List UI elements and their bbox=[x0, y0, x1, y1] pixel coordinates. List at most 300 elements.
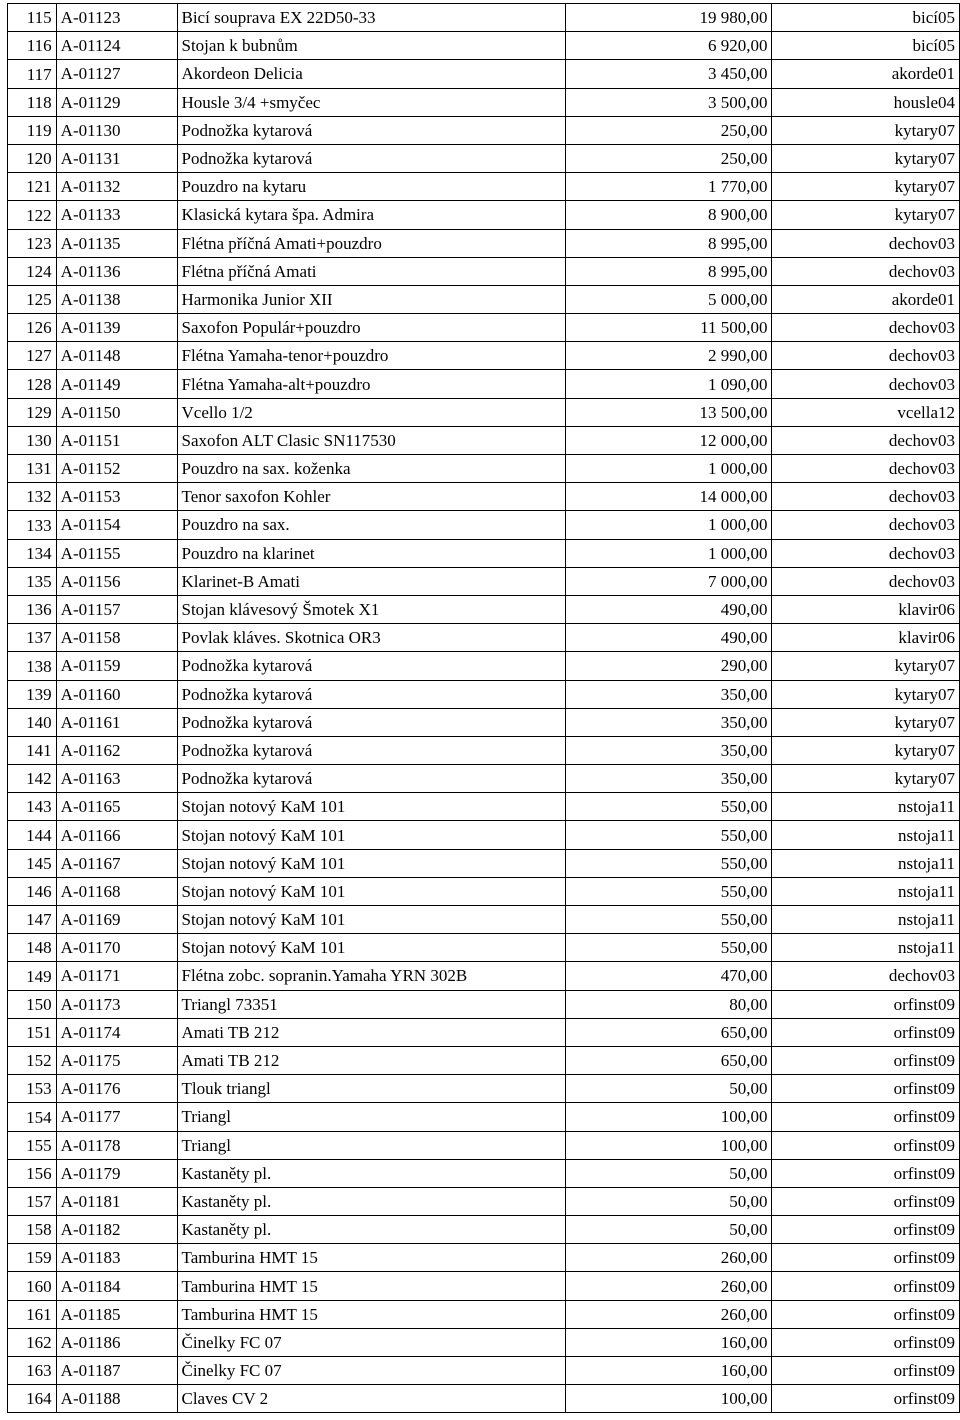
item-category-cell: orfinst09 bbox=[772, 1075, 960, 1103]
item-price-cell: 260,00 bbox=[566, 1300, 772, 1328]
table-row bbox=[8, 736, 960, 764]
item-category-cell: orfinst09 bbox=[772, 1328, 960, 1356]
item-code-cell: A-01175 bbox=[56, 1046, 177, 1074]
item-category-cell: nstoja11 bbox=[772, 793, 960, 821]
item-code-cell: A-01177 bbox=[56, 1103, 177, 1131]
item-price-cell: 8 995,00 bbox=[566, 229, 772, 257]
table-row bbox=[8, 877, 960, 905]
row-number-cell: 137 bbox=[8, 624, 57, 652]
item-name-cell: Podnožka kytarová bbox=[177, 144, 566, 172]
table-row bbox=[8, 4, 960, 32]
inventory-table-body bbox=[8, 4, 960, 1413]
row-number-cell: 156 bbox=[8, 1159, 57, 1187]
item-code-cell: A-01165 bbox=[56, 793, 177, 821]
item-price-cell: 350,00 bbox=[566, 680, 772, 708]
row-number-cell: 146 bbox=[8, 877, 57, 905]
table-row bbox=[8, 821, 960, 849]
item-price-cell: 8 995,00 bbox=[566, 257, 772, 285]
item-code-cell: A-01160 bbox=[56, 680, 177, 708]
item-price-cell: 550,00 bbox=[566, 877, 772, 905]
item-category-cell: bicí05 bbox=[772, 4, 960, 32]
item-name-cell: Pouzdro na kytaru bbox=[177, 173, 566, 201]
item-code-cell: A-01186 bbox=[56, 1328, 177, 1356]
item-category-cell: orfinst09 bbox=[772, 990, 960, 1018]
item-price-cell: 1 000,00 bbox=[566, 539, 772, 567]
table-row bbox=[8, 201, 960, 229]
item-name-cell: Činelky FC 07 bbox=[177, 1357, 566, 1385]
item-price-cell: 550,00 bbox=[566, 793, 772, 821]
table-row bbox=[8, 1159, 960, 1187]
item-category-cell: kytary07 bbox=[772, 765, 960, 793]
item-price-cell: 260,00 bbox=[566, 1272, 772, 1300]
item-category-cell: nstoja11 bbox=[772, 821, 960, 849]
row-number-cell: 122 bbox=[8, 201, 57, 229]
item-category-cell: orfinst09 bbox=[772, 1385, 960, 1413]
item-price-cell: 19 980,00 bbox=[566, 4, 772, 32]
table-row bbox=[8, 1300, 960, 1328]
item-price-cell: 650,00 bbox=[566, 1046, 772, 1074]
row-number-cell: 147 bbox=[8, 906, 57, 934]
item-category-cell: dechov03 bbox=[772, 962, 960, 990]
item-category-cell: kytary07 bbox=[772, 652, 960, 680]
row-number-cell: 150 bbox=[8, 990, 57, 1018]
item-code-cell: A-01185 bbox=[56, 1300, 177, 1328]
item-code-cell: A-01131 bbox=[56, 144, 177, 172]
table-row bbox=[8, 793, 960, 821]
item-code-cell: A-01169 bbox=[56, 906, 177, 934]
item-category-cell: kytary07 bbox=[772, 680, 960, 708]
item-price-cell: 100,00 bbox=[566, 1385, 772, 1413]
table-row bbox=[8, 32, 960, 60]
item-name-cell: Činelky FC 07 bbox=[177, 1328, 566, 1356]
table-row bbox=[8, 342, 960, 370]
item-name-cell: Akordeon Delicia bbox=[177, 60, 566, 88]
item-code-cell: A-01135 bbox=[56, 229, 177, 257]
row-number-cell: 144 bbox=[8, 821, 57, 849]
table-row bbox=[8, 1018, 960, 1046]
table-row bbox=[8, 1131, 960, 1159]
item-name-cell: Tamburina HMT 15 bbox=[177, 1300, 566, 1328]
row-number-cell: 118 bbox=[8, 88, 57, 116]
table-row bbox=[8, 708, 960, 736]
item-category-cell: dechov03 bbox=[772, 229, 960, 257]
item-price-cell: 14 000,00 bbox=[566, 483, 772, 511]
item-price-cell: 250,00 bbox=[566, 116, 772, 144]
table-row bbox=[8, 1075, 960, 1103]
item-price-cell: 12 000,00 bbox=[566, 426, 772, 454]
row-number-cell: 138 bbox=[8, 652, 57, 680]
item-name-cell: Podnožka kytarová bbox=[177, 708, 566, 736]
item-name-cell: Kastaněty pl. bbox=[177, 1216, 566, 1244]
table-row bbox=[8, 1328, 960, 1356]
item-name-cell: Stojan notový KaM 101 bbox=[177, 934, 566, 962]
item-name-cell: Stojan notový KaM 101 bbox=[177, 849, 566, 877]
item-price-cell: 1 090,00 bbox=[566, 370, 772, 398]
table-row bbox=[8, 60, 960, 88]
item-name-cell: Kastaněty pl. bbox=[177, 1159, 566, 1187]
row-number-cell: 139 bbox=[8, 680, 57, 708]
table-row bbox=[8, 511, 960, 539]
item-code-cell: A-01159 bbox=[56, 652, 177, 680]
item-code-cell: A-01163 bbox=[56, 765, 177, 793]
table-row bbox=[8, 934, 960, 962]
item-category-cell: nstoja11 bbox=[772, 934, 960, 962]
table-row bbox=[8, 906, 960, 934]
item-name-cell: Pouzdro na sax. bbox=[177, 511, 566, 539]
item-code-cell: A-01149 bbox=[56, 370, 177, 398]
item-name-cell: Podnožka kytarová bbox=[177, 680, 566, 708]
item-price-cell: 100,00 bbox=[566, 1131, 772, 1159]
table-row bbox=[8, 624, 960, 652]
item-name-cell: Klarinet-B Amati bbox=[177, 567, 566, 595]
row-number-cell: 162 bbox=[8, 1328, 57, 1356]
item-code-cell: A-01166 bbox=[56, 821, 177, 849]
item-price-cell: 11 500,00 bbox=[566, 314, 772, 342]
row-number-cell: 124 bbox=[8, 257, 57, 285]
item-price-cell: 260,00 bbox=[566, 1244, 772, 1272]
item-code-cell: A-01168 bbox=[56, 877, 177, 905]
row-number-cell: 128 bbox=[8, 370, 57, 398]
row-number-cell: 153 bbox=[8, 1075, 57, 1103]
item-price-cell: 490,00 bbox=[566, 624, 772, 652]
item-code-cell: A-01170 bbox=[56, 934, 177, 962]
item-price-cell: 100,00 bbox=[566, 1103, 772, 1131]
row-number-cell: 143 bbox=[8, 793, 57, 821]
row-number-cell: 145 bbox=[8, 849, 57, 877]
row-number-cell: 154 bbox=[8, 1103, 57, 1131]
table-row bbox=[8, 257, 960, 285]
table-row bbox=[8, 314, 960, 342]
item-name-cell: Amati TB 212 bbox=[177, 1046, 566, 1074]
item-code-cell: A-01157 bbox=[56, 595, 177, 623]
item-code-cell: A-01184 bbox=[56, 1272, 177, 1300]
item-price-cell: 490,00 bbox=[566, 595, 772, 623]
row-number-cell: 116 bbox=[8, 32, 57, 60]
table-row bbox=[8, 849, 960, 877]
item-price-cell: 5 000,00 bbox=[566, 285, 772, 313]
item-price-cell: 290,00 bbox=[566, 652, 772, 680]
item-price-cell: 80,00 bbox=[566, 990, 772, 1018]
table-row bbox=[8, 144, 960, 172]
item-name-cell: Podnožka kytarová bbox=[177, 652, 566, 680]
item-category-cell: orfinst09 bbox=[772, 1244, 960, 1272]
item-code-cell: A-01153 bbox=[56, 483, 177, 511]
item-category-cell: kytary07 bbox=[772, 116, 960, 144]
item-name-cell: Tamburina HMT 15 bbox=[177, 1244, 566, 1272]
item-code-cell: A-01178 bbox=[56, 1131, 177, 1159]
item-price-cell: 160,00 bbox=[566, 1357, 772, 1385]
row-number-cell: 115 bbox=[8, 4, 57, 32]
row-number-cell: 155 bbox=[8, 1131, 57, 1159]
row-number-cell: 158 bbox=[8, 1216, 57, 1244]
item-price-cell: 50,00 bbox=[566, 1075, 772, 1103]
item-name-cell: Podnožka kytarová bbox=[177, 736, 566, 764]
item-price-cell: 550,00 bbox=[566, 821, 772, 849]
item-code-cell: A-01123 bbox=[56, 4, 177, 32]
item-category-cell: housle04 bbox=[772, 88, 960, 116]
item-category-cell: kytary07 bbox=[772, 736, 960, 764]
item-name-cell: Tenor saxofon Kohler bbox=[177, 483, 566, 511]
row-number-cell: 136 bbox=[8, 595, 57, 623]
item-code-cell: A-01152 bbox=[56, 455, 177, 483]
table-row bbox=[8, 426, 960, 454]
item-name-cell: Stojan notový KaM 101 bbox=[177, 793, 566, 821]
item-category-cell: dechov03 bbox=[772, 483, 960, 511]
item-code-cell: A-01162 bbox=[56, 736, 177, 764]
item-category-cell: orfinst09 bbox=[772, 1131, 960, 1159]
item-price-cell: 550,00 bbox=[566, 849, 772, 877]
row-number-cell: 141 bbox=[8, 736, 57, 764]
item-code-cell: A-01182 bbox=[56, 1216, 177, 1244]
item-category-cell: orfinst09 bbox=[772, 1300, 960, 1328]
item-category-cell: dechov03 bbox=[772, 567, 960, 595]
item-code-cell: A-01124 bbox=[56, 32, 177, 60]
item-price-cell: 650,00 bbox=[566, 1018, 772, 1046]
table-row bbox=[8, 765, 960, 793]
item-name-cell: Triangl 73351 bbox=[177, 990, 566, 1018]
row-number-cell: 159 bbox=[8, 1244, 57, 1272]
item-name-cell: Pouzdro na klarinet bbox=[177, 539, 566, 567]
table-row bbox=[8, 1046, 960, 1074]
item-price-cell: 350,00 bbox=[566, 708, 772, 736]
item-category-cell: orfinst09 bbox=[772, 1046, 960, 1074]
row-number-cell: 120 bbox=[8, 144, 57, 172]
item-code-cell: A-01154 bbox=[56, 511, 177, 539]
item-code-cell: A-01181 bbox=[56, 1187, 177, 1215]
item-category-cell: nstoja11 bbox=[772, 877, 960, 905]
item-price-cell: 550,00 bbox=[566, 906, 772, 934]
item-category-cell: orfinst09 bbox=[772, 1272, 960, 1300]
item-category-cell: dechov03 bbox=[772, 342, 960, 370]
row-number-cell: 151 bbox=[8, 1018, 57, 1046]
item-code-cell: A-01174 bbox=[56, 1018, 177, 1046]
table-row bbox=[8, 652, 960, 680]
item-code-cell: A-01158 bbox=[56, 624, 177, 652]
table-row bbox=[8, 595, 960, 623]
item-name-cell: Pouzdro na sax. koženka bbox=[177, 455, 566, 483]
item-name-cell: Kastaněty pl. bbox=[177, 1187, 566, 1215]
item-name-cell: Podnožka kytarová bbox=[177, 116, 566, 144]
item-name-cell: Harmonika Junior XII bbox=[177, 285, 566, 313]
row-number-cell: 140 bbox=[8, 708, 57, 736]
row-number-cell: 157 bbox=[8, 1187, 57, 1215]
item-code-cell: A-01156 bbox=[56, 567, 177, 595]
item-category-cell: klavir06 bbox=[772, 595, 960, 623]
item-category-cell: dechov03 bbox=[772, 426, 960, 454]
item-price-cell: 8 900,00 bbox=[566, 201, 772, 229]
table-row bbox=[8, 116, 960, 144]
inventory-table bbox=[7, 3, 960, 1413]
item-name-cell: Stojan notový KaM 101 bbox=[177, 821, 566, 849]
item-code-cell: A-01136 bbox=[56, 257, 177, 285]
row-number-cell: 135 bbox=[8, 567, 57, 595]
item-name-cell: Stojan notový KaM 101 bbox=[177, 877, 566, 905]
item-price-cell: 470,00 bbox=[566, 962, 772, 990]
item-code-cell: A-01132 bbox=[56, 173, 177, 201]
item-name-cell: Triangl bbox=[177, 1103, 566, 1131]
row-number-cell: 127 bbox=[8, 342, 57, 370]
item-category-cell: dechov03 bbox=[772, 539, 960, 567]
row-number-cell: 132 bbox=[8, 483, 57, 511]
item-code-cell: A-01130 bbox=[56, 116, 177, 144]
item-price-cell: 550,00 bbox=[566, 934, 772, 962]
item-code-cell: A-01171 bbox=[56, 962, 177, 990]
row-number-cell: 160 bbox=[8, 1272, 57, 1300]
table-row bbox=[8, 567, 960, 595]
item-category-cell: kytary07 bbox=[772, 708, 960, 736]
table-row bbox=[8, 285, 960, 313]
item-name-cell: Klasická kytara špa. Admira bbox=[177, 201, 566, 229]
row-number-cell: 161 bbox=[8, 1300, 57, 1328]
row-number-cell: 163 bbox=[8, 1357, 57, 1385]
item-category-cell: kytary07 bbox=[772, 173, 960, 201]
item-price-cell: 350,00 bbox=[566, 736, 772, 764]
item-code-cell: A-01139 bbox=[56, 314, 177, 342]
item-price-cell: 1 000,00 bbox=[566, 511, 772, 539]
table-row bbox=[8, 1385, 960, 1413]
row-number-cell: 119 bbox=[8, 116, 57, 144]
row-number-cell: 121 bbox=[8, 173, 57, 201]
table-row bbox=[8, 483, 960, 511]
item-name-cell: Stojan k bubnům bbox=[177, 32, 566, 60]
item-category-cell: klavir06 bbox=[772, 624, 960, 652]
item-name-cell: Flétna Yamaha-tenor+pouzdro bbox=[177, 342, 566, 370]
item-code-cell: A-01167 bbox=[56, 849, 177, 877]
item-category-cell: dechov03 bbox=[772, 370, 960, 398]
item-name-cell: Podnožka kytarová bbox=[177, 765, 566, 793]
item-price-cell: 160,00 bbox=[566, 1328, 772, 1356]
table-row bbox=[8, 1187, 960, 1215]
item-category-cell: orfinst09 bbox=[772, 1018, 960, 1046]
item-price-cell: 7 000,00 bbox=[566, 567, 772, 595]
table-row bbox=[8, 1244, 960, 1272]
item-code-cell: A-01179 bbox=[56, 1159, 177, 1187]
row-number-cell: 125 bbox=[8, 285, 57, 313]
item-category-cell: orfinst09 bbox=[772, 1159, 960, 1187]
item-code-cell: A-01173 bbox=[56, 990, 177, 1018]
item-name-cell: Triangl bbox=[177, 1131, 566, 1159]
item-category-cell: dechov03 bbox=[772, 511, 960, 539]
item-category-cell: orfinst09 bbox=[772, 1103, 960, 1131]
table-row bbox=[8, 990, 960, 1018]
table-row bbox=[8, 1272, 960, 1300]
item-name-cell: Flétna Yamaha-alt+pouzdro bbox=[177, 370, 566, 398]
item-category-cell: dechov03 bbox=[772, 257, 960, 285]
item-name-cell: Saxofon Populár+pouzdro bbox=[177, 314, 566, 342]
item-name-cell: Povlak kláves. Skotnica OR3 bbox=[177, 624, 566, 652]
row-number-cell: 152 bbox=[8, 1046, 57, 1074]
item-code-cell: A-01155 bbox=[56, 539, 177, 567]
table-row bbox=[8, 962, 960, 990]
table-row bbox=[8, 398, 960, 426]
row-number-cell: 129 bbox=[8, 398, 57, 426]
item-price-cell: 13 500,00 bbox=[566, 398, 772, 426]
item-category-cell: kytary07 bbox=[772, 144, 960, 172]
item-code-cell: A-01129 bbox=[56, 88, 177, 116]
table-row bbox=[8, 370, 960, 398]
row-number-cell: 134 bbox=[8, 539, 57, 567]
item-code-cell: A-01188 bbox=[56, 1385, 177, 1413]
item-category-cell: orfinst09 bbox=[772, 1357, 960, 1385]
item-code-cell: A-01176 bbox=[56, 1075, 177, 1103]
table-row bbox=[8, 173, 960, 201]
item-name-cell: Stojan klávesový Šmotek X1 bbox=[177, 595, 566, 623]
item-name-cell: Flétna příčná Amati+pouzdro bbox=[177, 229, 566, 257]
item-price-cell: 1 770,00 bbox=[566, 173, 772, 201]
item-name-cell: Vcello 1/2 bbox=[177, 398, 566, 426]
item-code-cell: A-01133 bbox=[56, 201, 177, 229]
item-category-cell: orfinst09 bbox=[772, 1187, 960, 1215]
table-row bbox=[8, 539, 960, 567]
item-category-cell: vcella12 bbox=[772, 398, 960, 426]
item-code-cell: A-01138 bbox=[56, 285, 177, 313]
item-code-cell: A-01187 bbox=[56, 1357, 177, 1385]
item-code-cell: A-01150 bbox=[56, 398, 177, 426]
item-price-cell: 350,00 bbox=[566, 765, 772, 793]
table-row bbox=[8, 1103, 960, 1131]
item-code-cell: A-01183 bbox=[56, 1244, 177, 1272]
item-name-cell: Flétna příčná Amati bbox=[177, 257, 566, 285]
item-name-cell: Housle 3/4 +smyčec bbox=[177, 88, 566, 116]
row-number-cell: 164 bbox=[8, 1385, 57, 1413]
item-category-cell: kytary07 bbox=[772, 201, 960, 229]
row-number-cell: 133 bbox=[8, 511, 57, 539]
item-price-cell: 250,00 bbox=[566, 144, 772, 172]
item-code-cell: A-01161 bbox=[56, 708, 177, 736]
item-name-cell: Tamburina HMT 15 bbox=[177, 1272, 566, 1300]
item-price-cell: 3 450,00 bbox=[566, 60, 772, 88]
item-price-cell: 50,00 bbox=[566, 1159, 772, 1187]
item-category-cell: orfinst09 bbox=[772, 1216, 960, 1244]
item-category-cell: akorde01 bbox=[772, 60, 960, 88]
table-row bbox=[8, 1357, 960, 1385]
table-row bbox=[8, 455, 960, 483]
item-category-cell: nstoja11 bbox=[772, 906, 960, 934]
row-number-cell: 148 bbox=[8, 934, 57, 962]
item-category-cell: akorde01 bbox=[772, 285, 960, 313]
item-category-cell: dechov03 bbox=[772, 455, 960, 483]
item-name-cell: Claves CV 2 bbox=[177, 1385, 566, 1413]
item-name-cell: Bicí souprava EX 22D50-33 bbox=[177, 4, 566, 32]
table-row bbox=[8, 680, 960, 708]
item-price-cell: 2 990,00 bbox=[566, 342, 772, 370]
item-code-cell: A-01148 bbox=[56, 342, 177, 370]
row-number-cell: 142 bbox=[8, 765, 57, 793]
table-row bbox=[8, 229, 960, 257]
item-category-cell: nstoja11 bbox=[772, 849, 960, 877]
item-code-cell: A-01151 bbox=[56, 426, 177, 454]
item-name-cell: Stojan notový KaM 101 bbox=[177, 906, 566, 934]
item-name-cell: Flétna zobc. sopranin.Yamaha YRN 302B bbox=[177, 962, 566, 990]
item-price-cell: 6 920,00 bbox=[566, 32, 772, 60]
item-price-cell: 50,00 bbox=[566, 1187, 772, 1215]
table-row bbox=[8, 1216, 960, 1244]
row-number-cell: 123 bbox=[8, 229, 57, 257]
row-number-cell: 126 bbox=[8, 314, 57, 342]
item-name-cell: Tlouk triangl bbox=[177, 1075, 566, 1103]
item-price-cell: 50,00 bbox=[566, 1216, 772, 1244]
item-code-cell: A-01127 bbox=[56, 60, 177, 88]
row-number-cell: 130 bbox=[8, 426, 57, 454]
table-row bbox=[8, 88, 960, 116]
item-category-cell: bicí05 bbox=[772, 32, 960, 60]
row-number-cell: 117 bbox=[8, 60, 57, 88]
item-name-cell: Saxofon ALT Clasic SN117530 bbox=[177, 426, 566, 454]
item-price-cell: 3 500,00 bbox=[566, 88, 772, 116]
row-number-cell: 131 bbox=[8, 455, 57, 483]
item-category-cell: dechov03 bbox=[772, 314, 960, 342]
row-number-cell: 149 bbox=[8, 962, 57, 990]
